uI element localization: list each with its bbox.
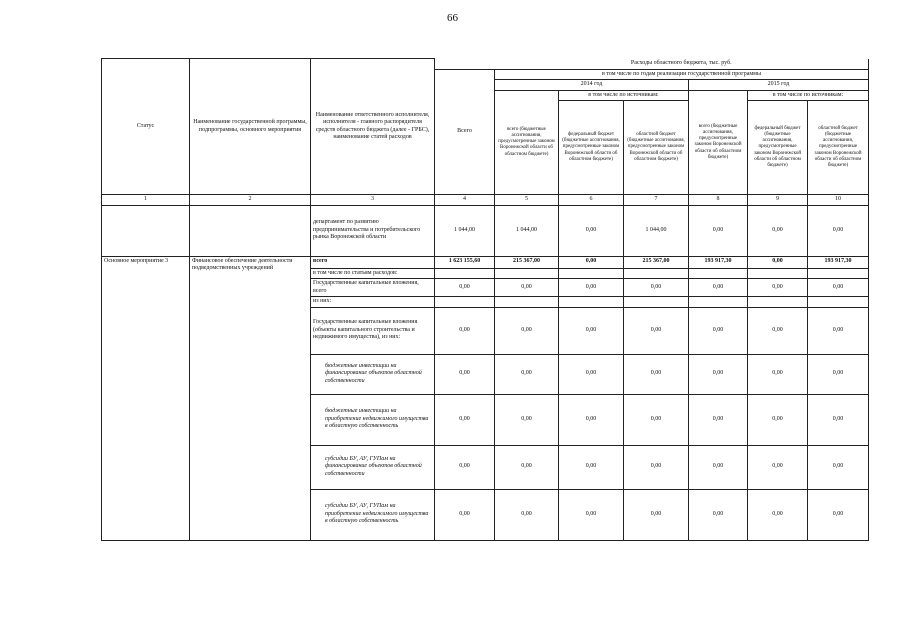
header-2014-regional: областной бюджет (бюджетные ассигнования, предусмотренные законом Воронежской области об областном бюджете) <box>624 101 689 195</box>
empty-cell <box>748 268 808 279</box>
row-label: бюджетные инвестиции на финансирование объектов областной собственности <box>311 354 435 394</box>
header-total: Всего <box>435 69 495 195</box>
row-value: 0,00 <box>689 354 748 394</box>
row-value: 0,00 <box>808 205 869 256</box>
empty-cell <box>102 205 190 256</box>
row-value: 193 917,30 <box>689 256 748 268</box>
row-value: 1 044,00 <box>495 205 559 256</box>
row-value: 0,00 <box>495 307 559 354</box>
table-row <box>102 205 869 256</box>
row-value: 193 917,30 <box>808 256 869 268</box>
row-value: 0,00 <box>748 445 808 489</box>
row-value: 0,00 <box>435 489 495 540</box>
empty-cell <box>689 297 748 308</box>
row-value: 0,00 <box>689 445 748 489</box>
activity-status: Основное мероприятие 3 <box>102 256 190 540</box>
header-2014-total: всего (бюджетные ассигнования, предусмотренные законом Воронежской области об областном бюджете) <box>495 90 559 195</box>
row-value: 1 623 155,60 <box>435 256 495 268</box>
col-number: 8 <box>689 195 748 206</box>
col-number: 4 <box>435 195 495 206</box>
col-number: 9 <box>748 195 808 206</box>
row-label: всего <box>311 256 435 268</box>
empty-cell <box>495 297 559 308</box>
row-value: 0,00 <box>808 394 869 445</box>
row-value: 0,00 <box>808 489 869 540</box>
row-value: 0,00 <box>748 205 808 256</box>
row-label: субсидии БУ, АУ, ГУПам на приобретение недвижимого имущества в областную собственность <box>311 489 435 540</box>
col-number: 2 <box>190 195 311 206</box>
row-label: субсидии БУ, АУ, ГУПам на финансирование объектов областной собственности <box>311 445 435 489</box>
row-value: 0,00 <box>495 394 559 445</box>
header-2014-sources: в том числе по источникам: <box>559 90 689 101</box>
row-label: департамент по развитию предпринимательства и потребительского рынка Воронежской области <box>311 205 435 256</box>
row-value: 0,00 <box>689 394 748 445</box>
row-value: 215 367,00 <box>624 256 689 268</box>
row-value: 0,00 <box>748 489 808 540</box>
col-number: 1 <box>102 195 190 206</box>
row-value: 215 367,00 <box>495 256 559 268</box>
row-value: 0,00 <box>435 307 495 354</box>
row-value: 0,00 <box>495 445 559 489</box>
header-2015-total: всего (бюджетные ассигнования, предусмотренные законом Воронежской области об областном бюджете) <box>689 90 748 195</box>
row-value: 0,00 <box>495 354 559 394</box>
table-row <box>102 256 869 268</box>
row-value: 0,00 <box>559 354 624 394</box>
row-value: 0,00 <box>748 256 808 268</box>
col-number: 10 <box>808 195 869 206</box>
row-value: 0,00 <box>748 279 808 297</box>
empty-cell <box>190 205 311 256</box>
col-number: 5 <box>495 195 559 206</box>
header-2015-sources: в том числе по источникам: <box>748 90 869 101</box>
row-value: 0,00 <box>495 489 559 540</box>
row-value: 1 044,00 <box>624 205 689 256</box>
row-value: 0,00 <box>689 279 748 297</box>
row-value: 0,00 <box>559 445 624 489</box>
col-number: 3 <box>311 195 435 206</box>
row-label: Государственные капитальные вложения, всего <box>311 279 435 297</box>
empty-cell <box>624 297 689 308</box>
row-label: из них: <box>311 297 435 308</box>
col-number: 7 <box>624 195 689 206</box>
header-program-name: Наименование государственной программы, подпрограммы, основного мероприятия <box>190 59 311 195</box>
empty-cell <box>559 297 624 308</box>
empty-cell <box>559 268 624 279</box>
row-value: 0,00 <box>435 279 495 297</box>
header-years-caption: в том числе по годам реализации государственной программы <box>495 69 869 80</box>
row-label: в том числе по статьям расходов: <box>311 268 435 279</box>
row-value: 0,00 <box>808 445 869 489</box>
budget-table <box>101 58 869 541</box>
header-budget-title: Расходы областного бюджета, тыс. руб. <box>495 59 869 70</box>
empty-cell <box>495 268 559 279</box>
empty-cell <box>808 268 869 279</box>
header-blank <box>435 59 495 70</box>
row-value: 0,00 <box>624 279 689 297</box>
header-year-2014: 2014 год <box>495 80 689 91</box>
row-value: 0,00 <box>808 354 869 394</box>
row-value: 0,00 <box>435 394 495 445</box>
row-value: 0,00 <box>748 354 808 394</box>
row-value: 0,00 <box>559 205 624 256</box>
header-executor-name: Наименование ответственного исполнителя, исполнителя - главного распорядителя средств областного бюджета (далее - ГРБС), наименование статей расходов <box>311 59 435 195</box>
row-value: 0,00 <box>559 256 624 268</box>
header-2014-federal: федеральный бюджет (бюджетные ассигнования, предусмотренные законом Воронежской области об областном бюджете) <box>559 101 624 195</box>
row-value: 0,00 <box>624 394 689 445</box>
row-value: 0,00 <box>559 279 624 297</box>
column-numbers-row <box>102 195 869 206</box>
empty-cell <box>808 297 869 308</box>
row-label: бюджетные инвестиции на приобретение недвижимого имущества в областную собственность <box>311 394 435 445</box>
row-value: 0,00 <box>808 307 869 354</box>
empty-cell <box>624 268 689 279</box>
row-label: Государственные капитальные вложения (объекты капитального строительства и недвижимого имущества), из них: <box>311 307 435 354</box>
col-number: 6 <box>559 195 624 206</box>
empty-cell <box>435 297 495 308</box>
empty-cell <box>748 297 808 308</box>
row-value: 0,00 <box>435 445 495 489</box>
row-value: 0,00 <box>689 489 748 540</box>
row-value: 0,00 <box>624 307 689 354</box>
page-number: 66 <box>447 12 458 24</box>
row-value: 0,00 <box>435 354 495 394</box>
row-value: 0,00 <box>624 489 689 540</box>
activity-name: Финансовое обеспечение деятельности подведомственных учреждений <box>190 256 311 540</box>
row-value: 0,00 <box>624 354 689 394</box>
row-value: 0,00 <box>559 489 624 540</box>
header-status: Статус <box>102 59 190 195</box>
row-value: 0,00 <box>559 394 624 445</box>
row-value: 0,00 <box>689 307 748 354</box>
row-value: 0,00 <box>495 279 559 297</box>
row-value: 1 044,00 <box>435 205 495 256</box>
header-year-2015: 2015 год <box>689 80 869 91</box>
row-value: 0,00 <box>808 279 869 297</box>
row-value: 0,00 <box>559 307 624 354</box>
empty-cell <box>435 268 495 279</box>
header-2015-regional: областной бюджет (бюджетные ассигнования, предусмотренные законом Воронежской области об областном бюджете) <box>808 101 869 195</box>
row-value: 0,00 <box>689 205 748 256</box>
row-value: 0,00 <box>748 394 808 445</box>
header-2015-federal: федеральный бюджет (бюджетные ассигнования, предусмотренные законом Воронежской области об областном бюджете) <box>748 101 808 195</box>
empty-cell <box>689 268 748 279</box>
row-value: 0,00 <box>624 445 689 489</box>
row-value: 0,00 <box>748 307 808 354</box>
